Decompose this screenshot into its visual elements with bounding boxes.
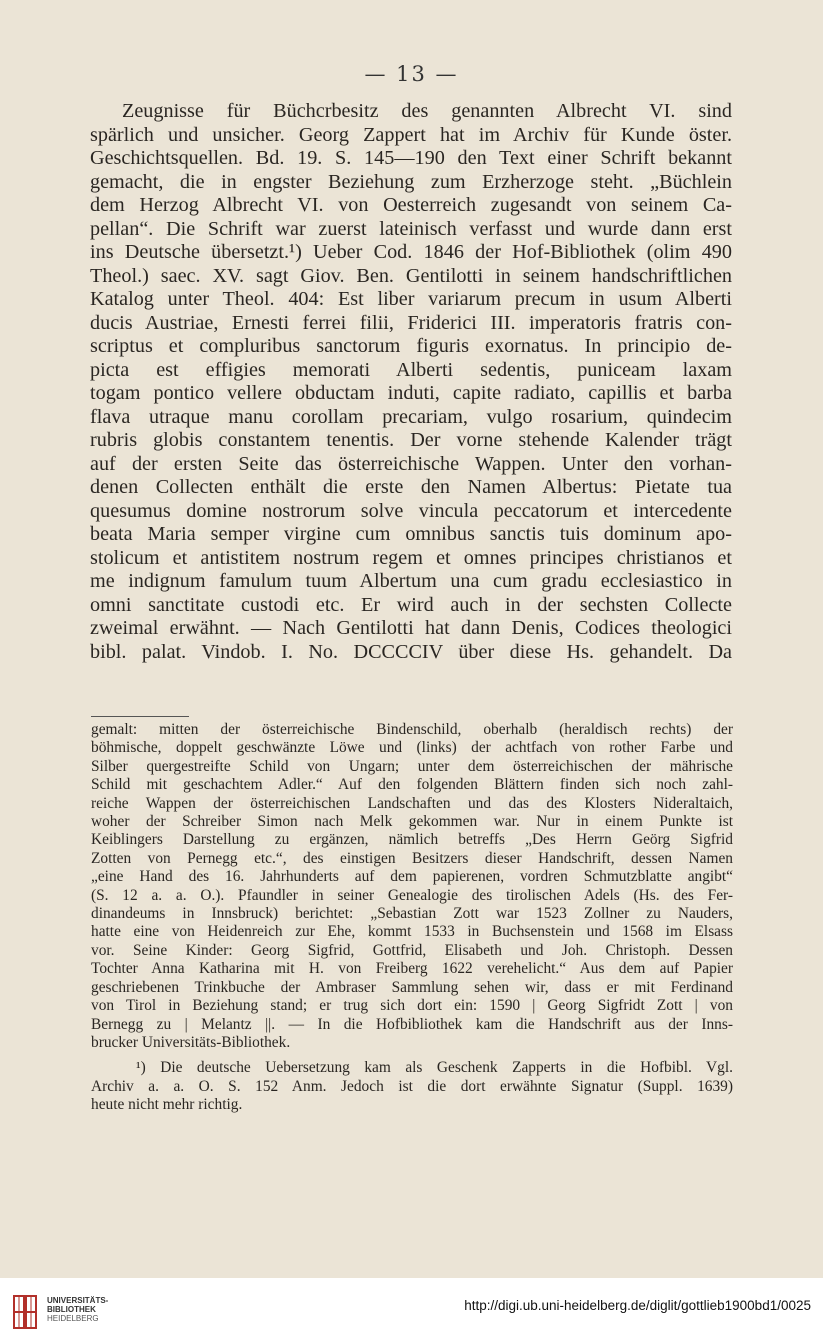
main-text-line: pellan“. Die Schrift war zuerst lateinisch verfasst und wurde dann erst: [90, 217, 732, 240]
main-text-line: picta est effigies memorati Alberti sedentis, puniceam laxam: [90, 358, 732, 381]
main-text-line: spärlich und unsicher. Georg Zappert hat im Archiv für Kunde öster.: [90, 123, 732, 146]
footnote-gap: [91, 1052, 733, 1059]
main-text-line: scriptus et compluribus sanctorum figuris exornatus. In principio de-: [90, 335, 732, 357]
permalink-url[interactable]: http://digi.ub.uni-heidelberg.de/diglit/gottlieb1900bd1/0025: [464, 1298, 811, 1313]
main-text-line: omni sanctitate custodi etc. Er wird auch in der sechsten Collecte: [90, 593, 732, 616]
main-text-line: me indignum famulum tuum Albertum una cum gradu ecclesiastico in: [90, 570, 732, 592]
footnote-line: von Tirol in Beziehung stand; er trug sich dort ein: 1590 | Georg Sigfridt Zott | von: [91, 997, 733, 1015]
footnote-1-line: ¹) Die deutsche Uebersetzung kam als Geschenk Zapperts in die Hofbibl. Vgl.: [136, 1059, 733, 1077]
footnote-line: gemalt: mitten der österreichische Bindenschild, oberhalb (heraldisch rechts) der: [91, 721, 733, 738]
main-text-line: flava utraque manu corollam precariam, vulgo rosarium, quindecim: [90, 405, 732, 428]
main-text-line: auf der ersten Seite das österreichische Wappen. Unter den vorhan-: [90, 452, 732, 475]
main-text-line: beata Maria semper virgine cum omnibus sanctis tuis dominum apo-: [90, 523, 732, 545]
main-text-line: Theol.) saec. XV. sagt Giov. Ben. Gentilotti in seinem handschriftlichen: [90, 264, 732, 287]
footnote-separator: [91, 716, 189, 717]
main-text-line: gemacht, die in engster Beziehung zum Erzherzoge steht. „Büchlein: [90, 170, 732, 193]
main-text-line: Geschichtsquellen. Bd. 19. S. 145—190 den Text einer Schrift bekannt: [90, 147, 732, 169]
footnotes-block: [91, 721, 733, 1115]
footnote-line: Keiblingers Darstellung zu ergänzen, nämlich betreffs „Des Herrn Geörg Sigfrid: [91, 831, 733, 849]
footnote-line: (S. 12 a. a. O.). Pfaundler in seiner Genealogie des tirolischen Adels (Hs. des Fer-: [91, 886, 733, 904]
footnote-line: brucker Universitäts-Bibliothek.: [91, 1033, 291, 1051]
footnote-line: Zotten von Pernegg etc.“, des einstigen Besitzers dieser Handschrift, dessen Namen: [91, 849, 733, 867]
library-name-line-3: HEIDELBERG: [47, 1314, 99, 1323]
footnote-line: dinandeums in Innsbruck) berichtet: „Sebastian Zott war 1523 Zollner zu Nauders,: [91, 905, 733, 923]
footnote-line: Bernegg zu | Melantz ||. — In die Hofbibliothek kam die Handschrift aus der Inns-: [91, 1015, 733, 1033]
main-text-line: zweimal erwähnt. — Nach Gentilotti hat dann Denis, Codices theologici: [90, 617, 732, 639]
footnote-line: Tochter Anna Katharina mit H. von Freiberg 1622 verehelicht.“ Aus dem auf Papier: [91, 960, 733, 978]
library-name-line-1: UNIVERSITÄTS-: [47, 1296, 109, 1305]
main-text-line: Zeugnisse für Büchcrbesitz des genannten Albrecht VI. sind: [122, 100, 732, 122]
footnote-1-line: Archiv a. a. O. S. 152 Anm. Jedoch ist die dort erwähnte Signatur (Suppl. 1639): [91, 1077, 733, 1095]
footnote-line: geschriebenen Trinkbuche der Ambraser Sammlung sehen wir, dass er mit Ferdinand: [91, 978, 733, 996]
library-name: [47, 1296, 108, 1323]
main-text-line: quesumus domine nostrorum solve vincula peccatorum et intercedente: [90, 499, 732, 522]
footnote-line: hatte eine von Heidenreich zur Ehe, kommt 1533 in Buchsenstein und 1568 im Elsass: [91, 923, 733, 941]
main-text-block: [90, 100, 732, 664]
library-name-line-2: BIBLIOTHEK: [47, 1305, 96, 1314]
main-text-line: ducis Austriae, Ernesti ferrei filii, Friderici III. imperatoris fratris con-: [90, 311, 732, 334]
main-text-line: bibl. palat. Vindob. I. No. DCCCCIV über diese Hs. gehandelt. Da: [90, 640, 732, 663]
footnote-line: woher der Schreiber Simon nach Melk gekommen war. Nur in einem Punkte ist: [91, 813, 733, 831]
main-text-line: denen Collecten enthält die erste den Namen Albertus: Pietate tua: [90, 476, 732, 498]
footnote-line: Silber quergestreifte Schild von Ungarn; unter dem österreichischen der mährische: [91, 757, 733, 775]
footnote-line: „eine Hand des 16. Jahrhunderts auf dem papierenen, vordren Schmutzblatte angibt“: [91, 868, 733, 886]
university-library-logo-icon[interactable]: [10, 1292, 40, 1332]
footnote-line: böhmische, doppelt geschwänzte Löwe und (links) der achtfach von rother Farbe und: [91, 739, 733, 757]
viewer-footer: [0, 1278, 823, 1339]
main-text-line: ins Deutsche übersetzt.¹) Ueber Cod. 1846 der Hof-Bibliothek (olim 490: [90, 241, 732, 263]
footnote-line: vor. Seine Kinder: Georg Sigfrid, Gottfrid, Elisabeth und Joh. Christoph. Dessen: [91, 941, 733, 959]
main-text-line: stolicum et antistitem nostrum regem et omnes principes christianos et: [90, 546, 732, 569]
main-text-line: Katalog unter Theol. 404: Est liber variarum precum in usum Alberti: [90, 288, 732, 310]
footnote-line: Schild mit geschachtem Adler.“ Auf den folgenden Blättern finden sich noch zahl-: [91, 776, 733, 794]
footnote-line: reiche Wappen der österreichischen Landschaften und das des Klosters Nideraltaich,: [91, 794, 733, 812]
main-text-line: dem Herzog Albrecht VI. von Oesterreich zugesandt von seinem Ca-: [90, 194, 732, 216]
main-text-line: togam pontico vellere obductam induti, capite radiato, capillis et barba: [90, 382, 732, 404]
main-text-line: rubris globis constantem tenentis. Der vorne stehende Kalender trägt: [90, 429, 732, 451]
footnote-1-line: heute nicht mehr richtig.: [91, 1096, 243, 1114]
page-number: — 13 —: [364, 62, 459, 86]
